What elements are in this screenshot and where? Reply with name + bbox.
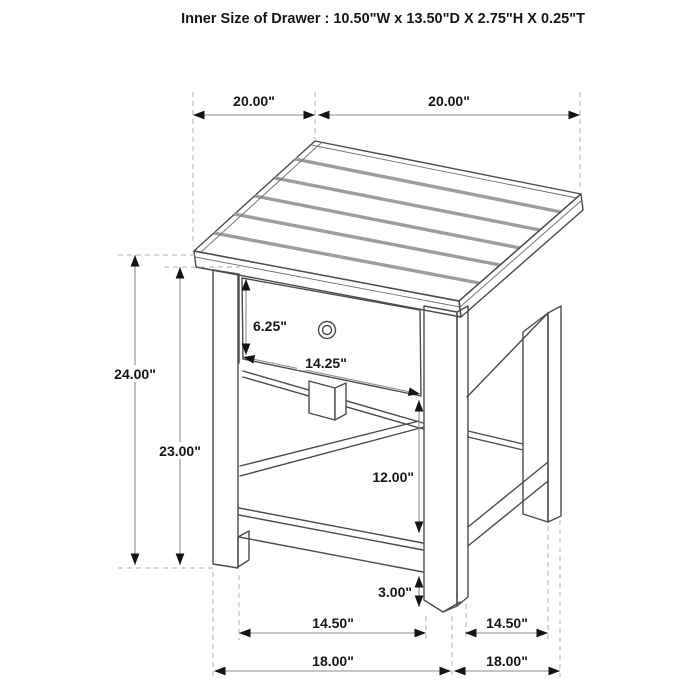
left-leg <box>213 270 249 568</box>
dim-label-top-depth: 20.00" <box>233 93 275 109</box>
tabletop-bevel-left <box>200 143 321 253</box>
back-rail-through-side-bottom <box>468 437 523 450</box>
back-rail-through-side-top <box>468 431 523 444</box>
drawer-knob-icon <box>319 322 336 339</box>
dim-label-drawer-to-shelf: 12.00" <box>372 469 414 485</box>
shelf-rail-bottom-edge <box>239 537 423 572</box>
tabletop <box>194 141 583 317</box>
tabletop-edge-front-right <box>459 194 583 317</box>
side-shelf-rail-bottom <box>468 481 548 546</box>
dim-label-top-width: 20.00" <box>428 93 470 109</box>
dim-label-front-inner-span: 14.50" <box>312 615 354 631</box>
dim-label-height-under-top: 23.00" <box>159 443 201 459</box>
right-leg-side <box>548 306 561 522</box>
shelf-top-edge <box>239 508 423 543</box>
front-leg-side <box>457 306 468 606</box>
page-title: Inner Size of Drawer : 10.50"W x 13.50"D X 2.75"H X 0.25"T <box>181 11 585 27</box>
shelf-board-edge <box>239 515 423 550</box>
right-side <box>467 313 548 546</box>
dim-label-side-inner-span: 14.50" <box>486 615 528 631</box>
shelf-front <box>239 508 423 572</box>
dim-label-side-outer-span: 18.00" <box>486 653 528 669</box>
dim-label-drawer-height: 6.25" <box>253 318 287 334</box>
front-leg-foot <box>443 602 460 612</box>
drawer <box>239 274 423 429</box>
left-leg-foot-side <box>238 531 249 567</box>
drawer-glide-block-front <box>309 381 335 420</box>
front-leg <box>424 306 468 612</box>
dim-label-shelf-to-floor: 3.00" <box>378 584 412 600</box>
table-drawing <box>194 141 583 612</box>
dim-heights <box>108 255 240 568</box>
dim-label-front-outer-span: 18.00" <box>312 653 354 669</box>
side-apron-bottom-edge <box>467 313 548 397</box>
tabletop-edge-front-left <box>194 251 461 317</box>
drawer-glide-block-side <box>335 383 346 420</box>
dim-label-height-overall: 24.00" <box>114 366 156 382</box>
right-leg <box>523 306 561 522</box>
dim-label-drawer-width: 14.25" <box>305 355 347 371</box>
back-rail-through-front <box>240 421 424 476</box>
side-shelf-rail-top <box>468 462 548 527</box>
